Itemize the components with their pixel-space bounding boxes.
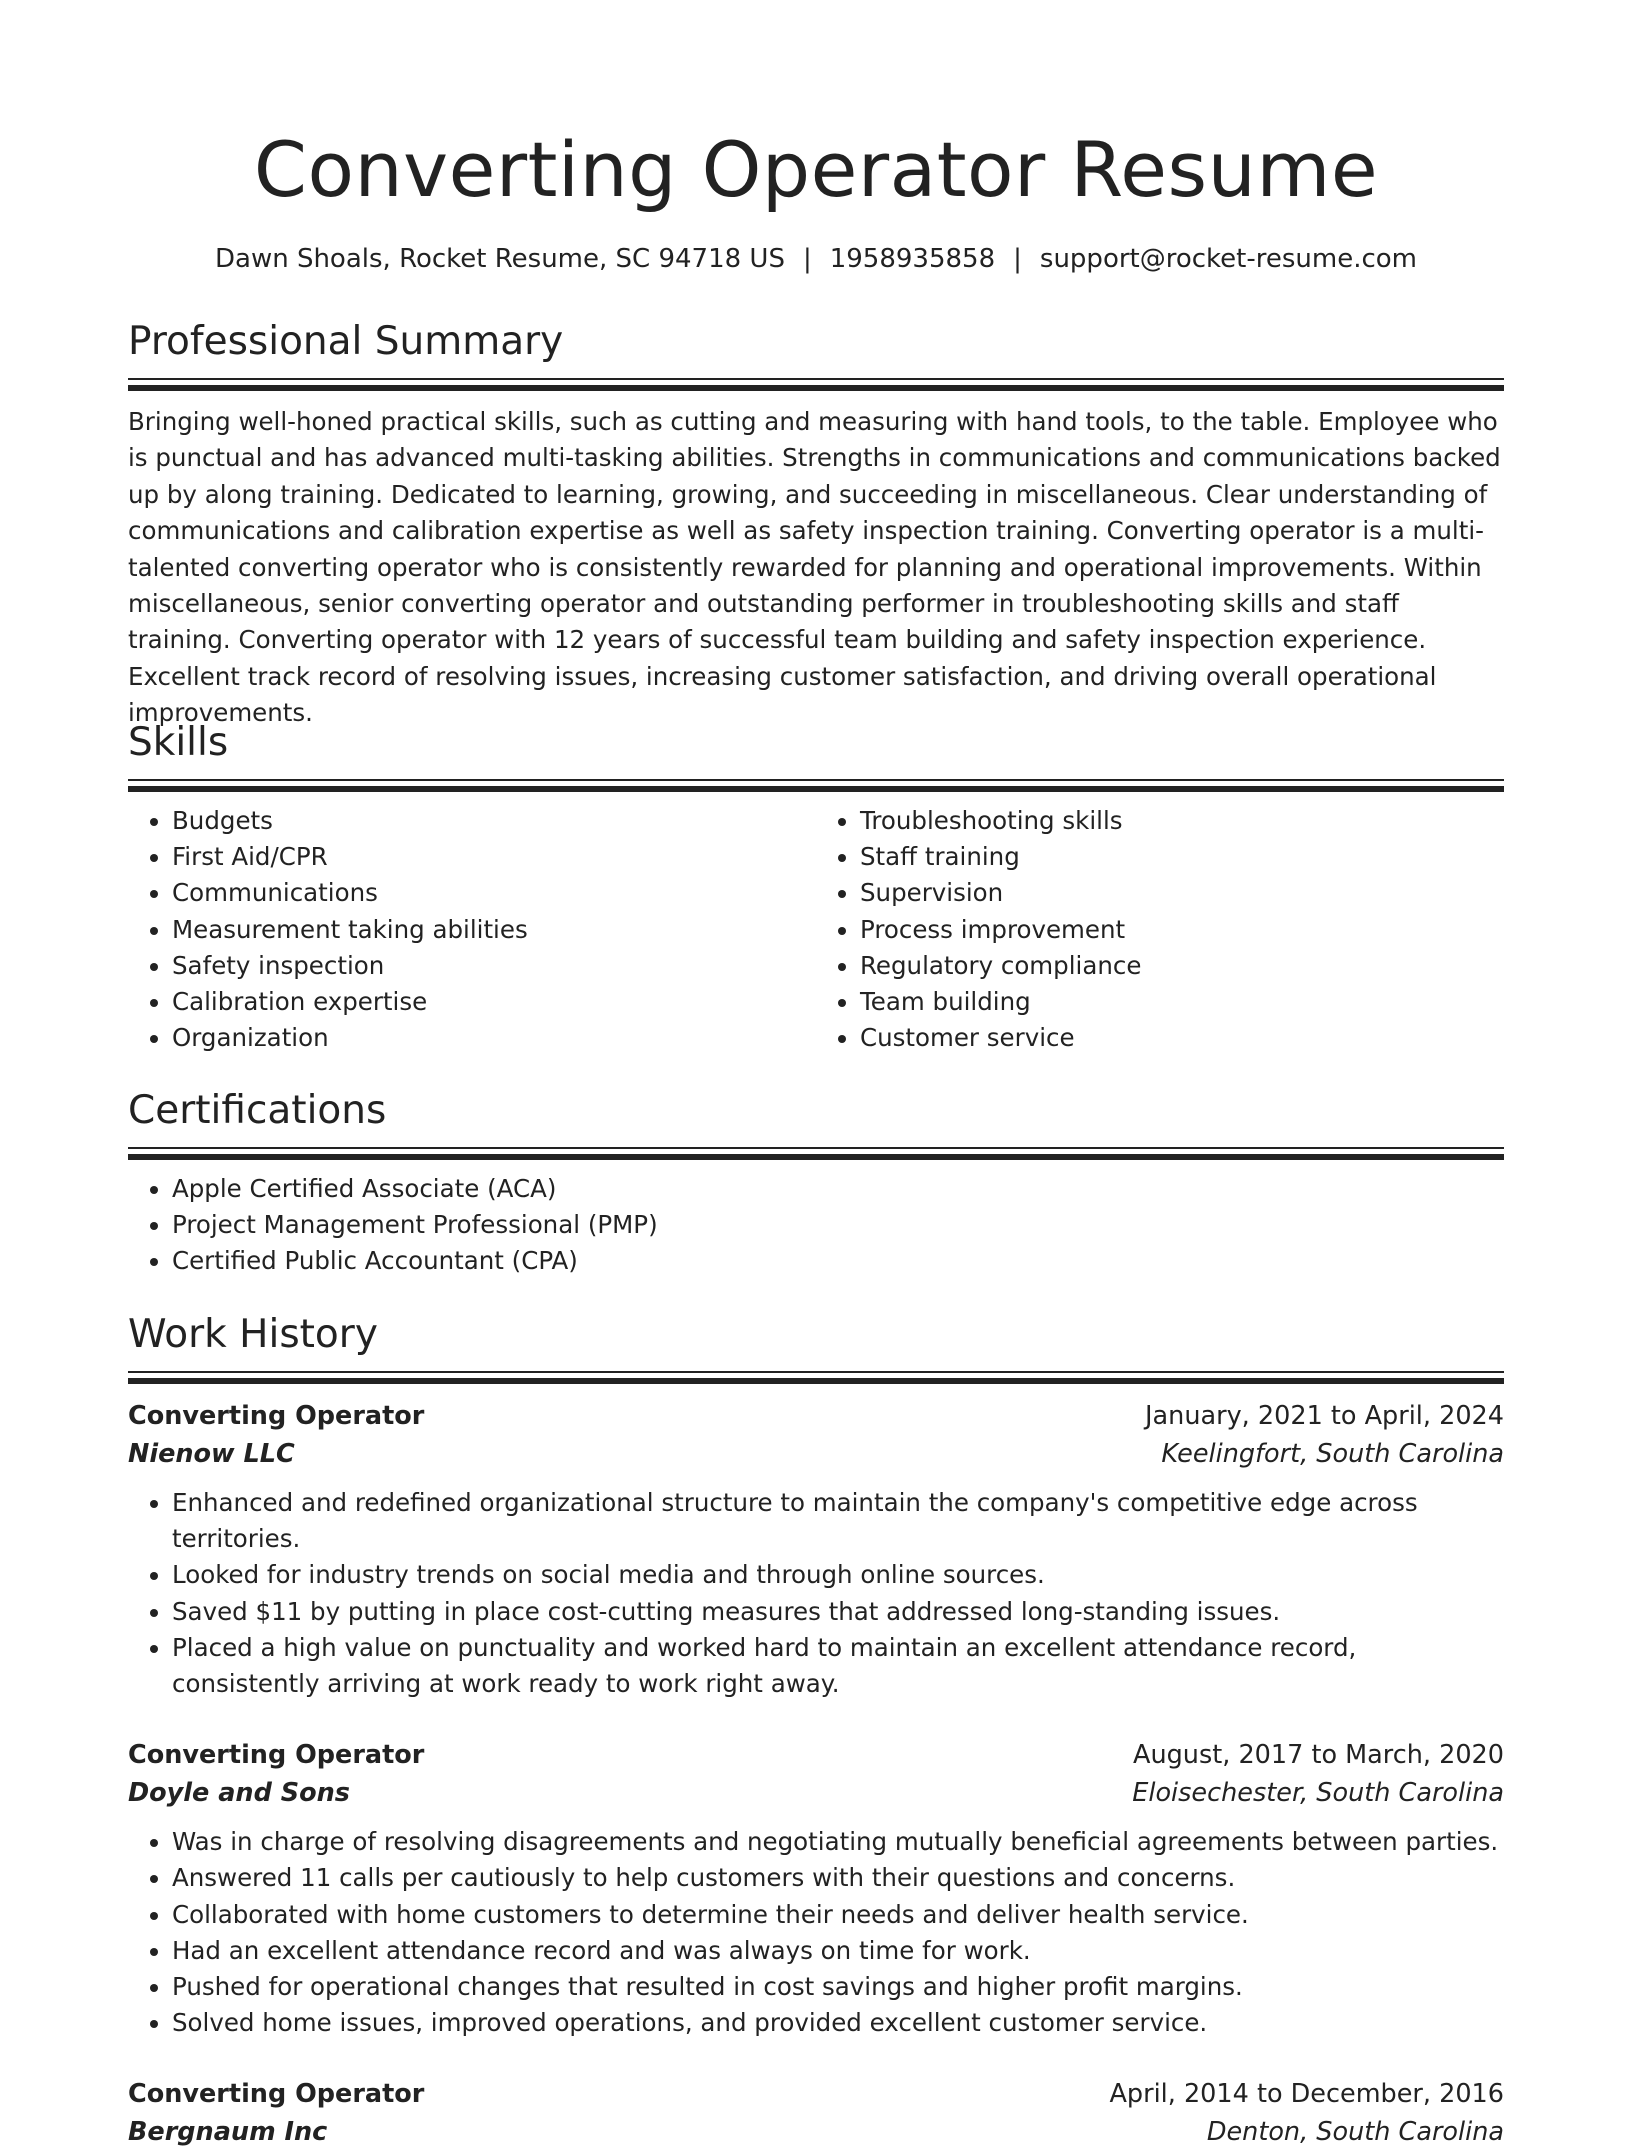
skill-item: • First Aid/CPR	[172, 839, 816, 875]
resume-title: Converting Operator Resume	[253, 125, 1379, 214]
skills-list-right	[816, 803, 1504, 1056]
job-bullet: • Collaborated with home customers to determine their needs and deliver health service.	[172, 1897, 1504, 1933]
skill-item: • Process improvement	[860, 912, 1504, 948]
job-bullet: • Answered 11 calls per cautiously to help customers with their questions and concerns.	[172, 1860, 1504, 1896]
job-bullets	[128, 1485, 1504, 1702]
work-history-section	[128, 1311, 1504, 2151]
section-divider	[128, 378, 1504, 390]
skill-item: • Troubleshooting skills	[860, 803, 1504, 839]
contact-separator: |	[1013, 244, 1022, 274]
contact-phone: 1958935858	[829, 244, 996, 274]
skill-item: • Calibration expertise	[172, 984, 816, 1020]
job-title: Converting Operator	[128, 1401, 425, 1431]
job-header-row	[128, 1397, 1504, 1435]
summary-heading: Professional Summary	[128, 319, 564, 364]
job-bullet: • Enhanced and redefined organizational structure to maintain the company's competitive edge across territories.	[172, 1485, 1504, 1557]
contact-separator: |	[802, 244, 812, 274]
job-title: Converting Operator	[128, 1740, 425, 1771]
summary-section	[128, 318, 1504, 732]
section-divider	[128, 1371, 1504, 1383]
skill-item: • Customer service	[860, 1020, 1504, 1056]
job-company: Nienow LLC	[128, 1439, 295, 1469]
skill-item: • Measurement taking abilities	[172, 912, 816, 948]
skills-section	[128, 719, 1504, 1056]
skill-item: • Safety inspection	[172, 948, 816, 984]
certifications-list	[128, 1171, 1504, 1280]
skill-item: • Staff training	[860, 839, 1504, 875]
job-bullet: • Pushed for operational changes that resulted in cost savings and higher profit margins.	[172, 1969, 1504, 2005]
job-entry	[128, 1736, 1504, 2041]
job-bullets	[128, 1824, 1504, 2041]
job-entry	[128, 1397, 1504, 1702]
summary-text: Bringing well-honed practical skills, such as cutting and measuring with hand tools, to the table. Employee who is punctual and has advanced multi-tasking abilities. Strengths in communications and communications backed up by along training. Dedicated to learning, growing, and succeeding in miscellaneous. Clear understanding of communications and calibration expertise as well as safety inspection training. Converting operator is a multi-talented converting operator who is consistently rewarded for planning and operational improvements. Within miscellaneous, senior converting operator and outstanding performer in troubleshooting skills and staff training. Converting operator with 12 years of successful team building and safety inspection experience. Excellent track record of resolving issues, increasing customer satisfaction, and driving overall operational improvements.	[128, 407, 1501, 728]
job-location: Denton, South Carolina	[1206, 2117, 1504, 2148]
job-location: Keelingfort, South Carolina	[1161, 1439, 1504, 1469]
skill-item: • Communications	[172, 875, 816, 911]
work-history-heading: Work History	[128, 1312, 378, 1357]
job-header-row	[128, 2075, 1504, 2113]
job-company: Bergnaum Inc	[128, 2117, 328, 2148]
job-dates: April, 2014 to December, 2016	[1109, 2079, 1504, 2110]
job-location: Eloisechester, South Carolina	[1132, 1778, 1504, 1809]
job-bullet: • Saved $11 by putting in place cost-cutting measures that addressed long-standing issues.	[172, 1594, 1504, 1630]
skills-columns	[128, 791, 1504, 1056]
job-company-row	[128, 2113, 1504, 2151]
job-bullet: • Placed a high value on punctuality and worked hard to maintain an excellent attendance record, consistently arriving at work ready to work right away.	[172, 1630, 1504, 1702]
contact-address: Dawn Shoals, Rocket Resume, SC 94718 US	[214, 244, 785, 274]
contact-email[interactable]: support@rocket-resume.com	[1039, 244, 1418, 274]
job-company: Doyle and Sons	[128, 1778, 350, 1809]
skills-heading: Skills	[128, 720, 229, 765]
skills-list-left	[128, 803, 816, 1056]
section-divider	[128, 1147, 1504, 1159]
job-dates: August, 2017 to March, 2020	[1133, 1740, 1504, 1771]
skill-item: • Budgets	[172, 803, 816, 839]
skill-item: • Supervision	[860, 875, 1504, 911]
job-dates: January, 2021 to April, 2024	[1145, 1401, 1504, 1431]
job-entry	[128, 2075, 1504, 2151]
job-bullet: • Looked for industry trends on social media and through online sources.	[172, 1557, 1504, 1593]
certifications-heading: Certifications	[128, 1088, 387, 1133]
certification-item: • Project Management Professional (PMP)	[172, 1207, 1504, 1243]
certification-item: • Certified Public Accountant (CPA)	[172, 1243, 1504, 1279]
contact-line	[128, 242, 1504, 276]
job-company-row	[128, 1774, 1504, 1812]
job-bullet: • Solved home issues, improved operations, and provided excellent customer service.	[172, 2005, 1504, 2041]
job-company-row	[128, 1435, 1504, 1473]
certification-item: • Apple Certified Associate (ACA)	[172, 1171, 1504, 1207]
skill-item: • Team building	[860, 984, 1504, 1020]
job-bullet: • Was in charge of resolving disagreements and negotiating mutually beneficial agreements between parties.	[172, 1824, 1504, 1860]
job-bullet: • Had an excellent attendance record and was always on time for work.	[172, 1933, 1504, 1969]
skill-item: • Organization	[172, 1020, 816, 1056]
certifications-section	[128, 1087, 1504, 1280]
skill-item: • Regulatory compliance	[860, 948, 1504, 984]
job-header-row	[128, 1736, 1504, 1774]
resume-page	[128, 0, 1504, 2148]
section-divider	[128, 779, 1504, 791]
job-title: Converting Operator	[128, 2079, 425, 2110]
